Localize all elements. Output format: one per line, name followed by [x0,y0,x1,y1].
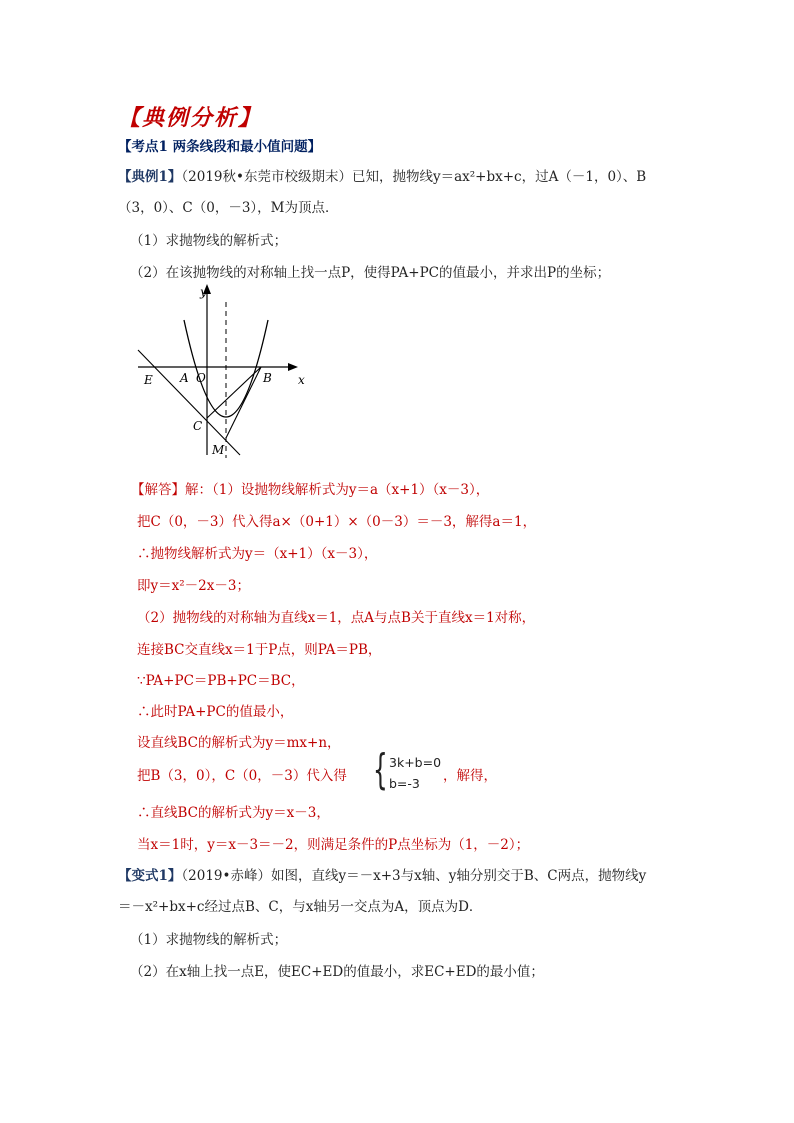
segment-bc [207,367,261,418]
solution-line-9: 设直线BC的解析式为y＝mx+n， [137,735,341,751]
example-text-1: （2019秋•东莞市校级期末）已知，抛物线y＝ax²+bx+c，过A（－1，0）、B [181,169,647,185]
system-eq-2: b=-3 [389,776,420,791]
label-e: E [144,373,153,387]
solution-tag: 【解答】 [131,482,185,498]
label-b: B [263,371,272,385]
variant-question-1: （1）求抛物线的解析式； [130,932,288,948]
example-line-2: （3，0）、C（0，－3），M为顶点． [118,200,339,216]
solution-line-7: ∵PA+PC＝PB+PC＝BC， [137,673,305,689]
example-question-2: （2）在该抛物线的对称轴上找一点P，使得PA+PC的值最小，并求出P的坐标； [130,265,611,281]
label-a: A [180,371,189,385]
solution-line-4: 即y＝x²－2x－3； [137,578,250,594]
solution-line-1 [131,478,489,498]
variant-tag: 【变式1】 [118,868,182,884]
label-o: O [196,371,206,385]
equation-system [373,745,443,795]
example-tag: 【典例1】 [118,169,182,185]
label-m: M [212,443,225,457]
variant-line-1 [118,864,646,884]
x-axis-arrow [288,363,298,371]
system-eq-1: 3k+b=0 [389,755,442,770]
variant-text-1: （2019•赤峰）如图，直线y＝－x+3与x轴、y轴分别交于B、C两点，抛物线y [181,868,647,884]
solution-line-12: 当x＝1时，y＝x－3＝－2，则满足条件的P点坐标为（1，－2）； [137,837,530,853]
solution-line-2: 把C（0，－3）代入得a×（0+1）×（0－3）＝－3，解得a＝1， [137,514,537,530]
example-line-1 [118,165,646,185]
solution-line-3: ∴抛物线解析式为y＝（x+1）（x－3）， [137,546,378,562]
segment-bm [226,367,261,438]
solution-line-8: ∴此时PA+PC的值最小， [137,704,294,720]
variant-line-2: ＝－x²+bx+c经过点B、C，与x轴另一交点为A，顶点为D． [118,899,483,915]
example-question-1: （1）求抛物线的解析式； [130,233,288,249]
solution-line-10b: ，解得， [443,768,497,784]
parabola-figure [130,280,320,465]
brace-symbol: { [373,745,388,794]
solution-line-10a: 把B（3，0），C（0，－3）代入得 [137,768,347,784]
label-y: y [200,285,207,299]
label-x: x [298,373,305,387]
solution-text-1: 解：（1）设抛物线解析式为y＝a（x+1）（x－3）， [185,482,490,498]
label-c: C [193,419,203,433]
solution-line-5: （2）抛物线的对称轴为直线x＝1，点A与点B关于直线x＝1对称， [137,610,536,626]
topic-heading: 【考点1 两条线段和最小值问题】 [118,139,322,155]
section-title: 【典例分析】 [118,105,263,131]
variant-question-2: （2）在x轴上找一点E，使EC+ED的值最小，求EC+ED的最小值； [130,964,544,980]
line-ecm [138,350,240,455]
solution-line-6: 连接BC交直线x＝1于P点，则PA＝PB， [137,642,382,658]
solution-line-11: ∴直线BC的解析式为y＝x－3， [137,805,330,821]
